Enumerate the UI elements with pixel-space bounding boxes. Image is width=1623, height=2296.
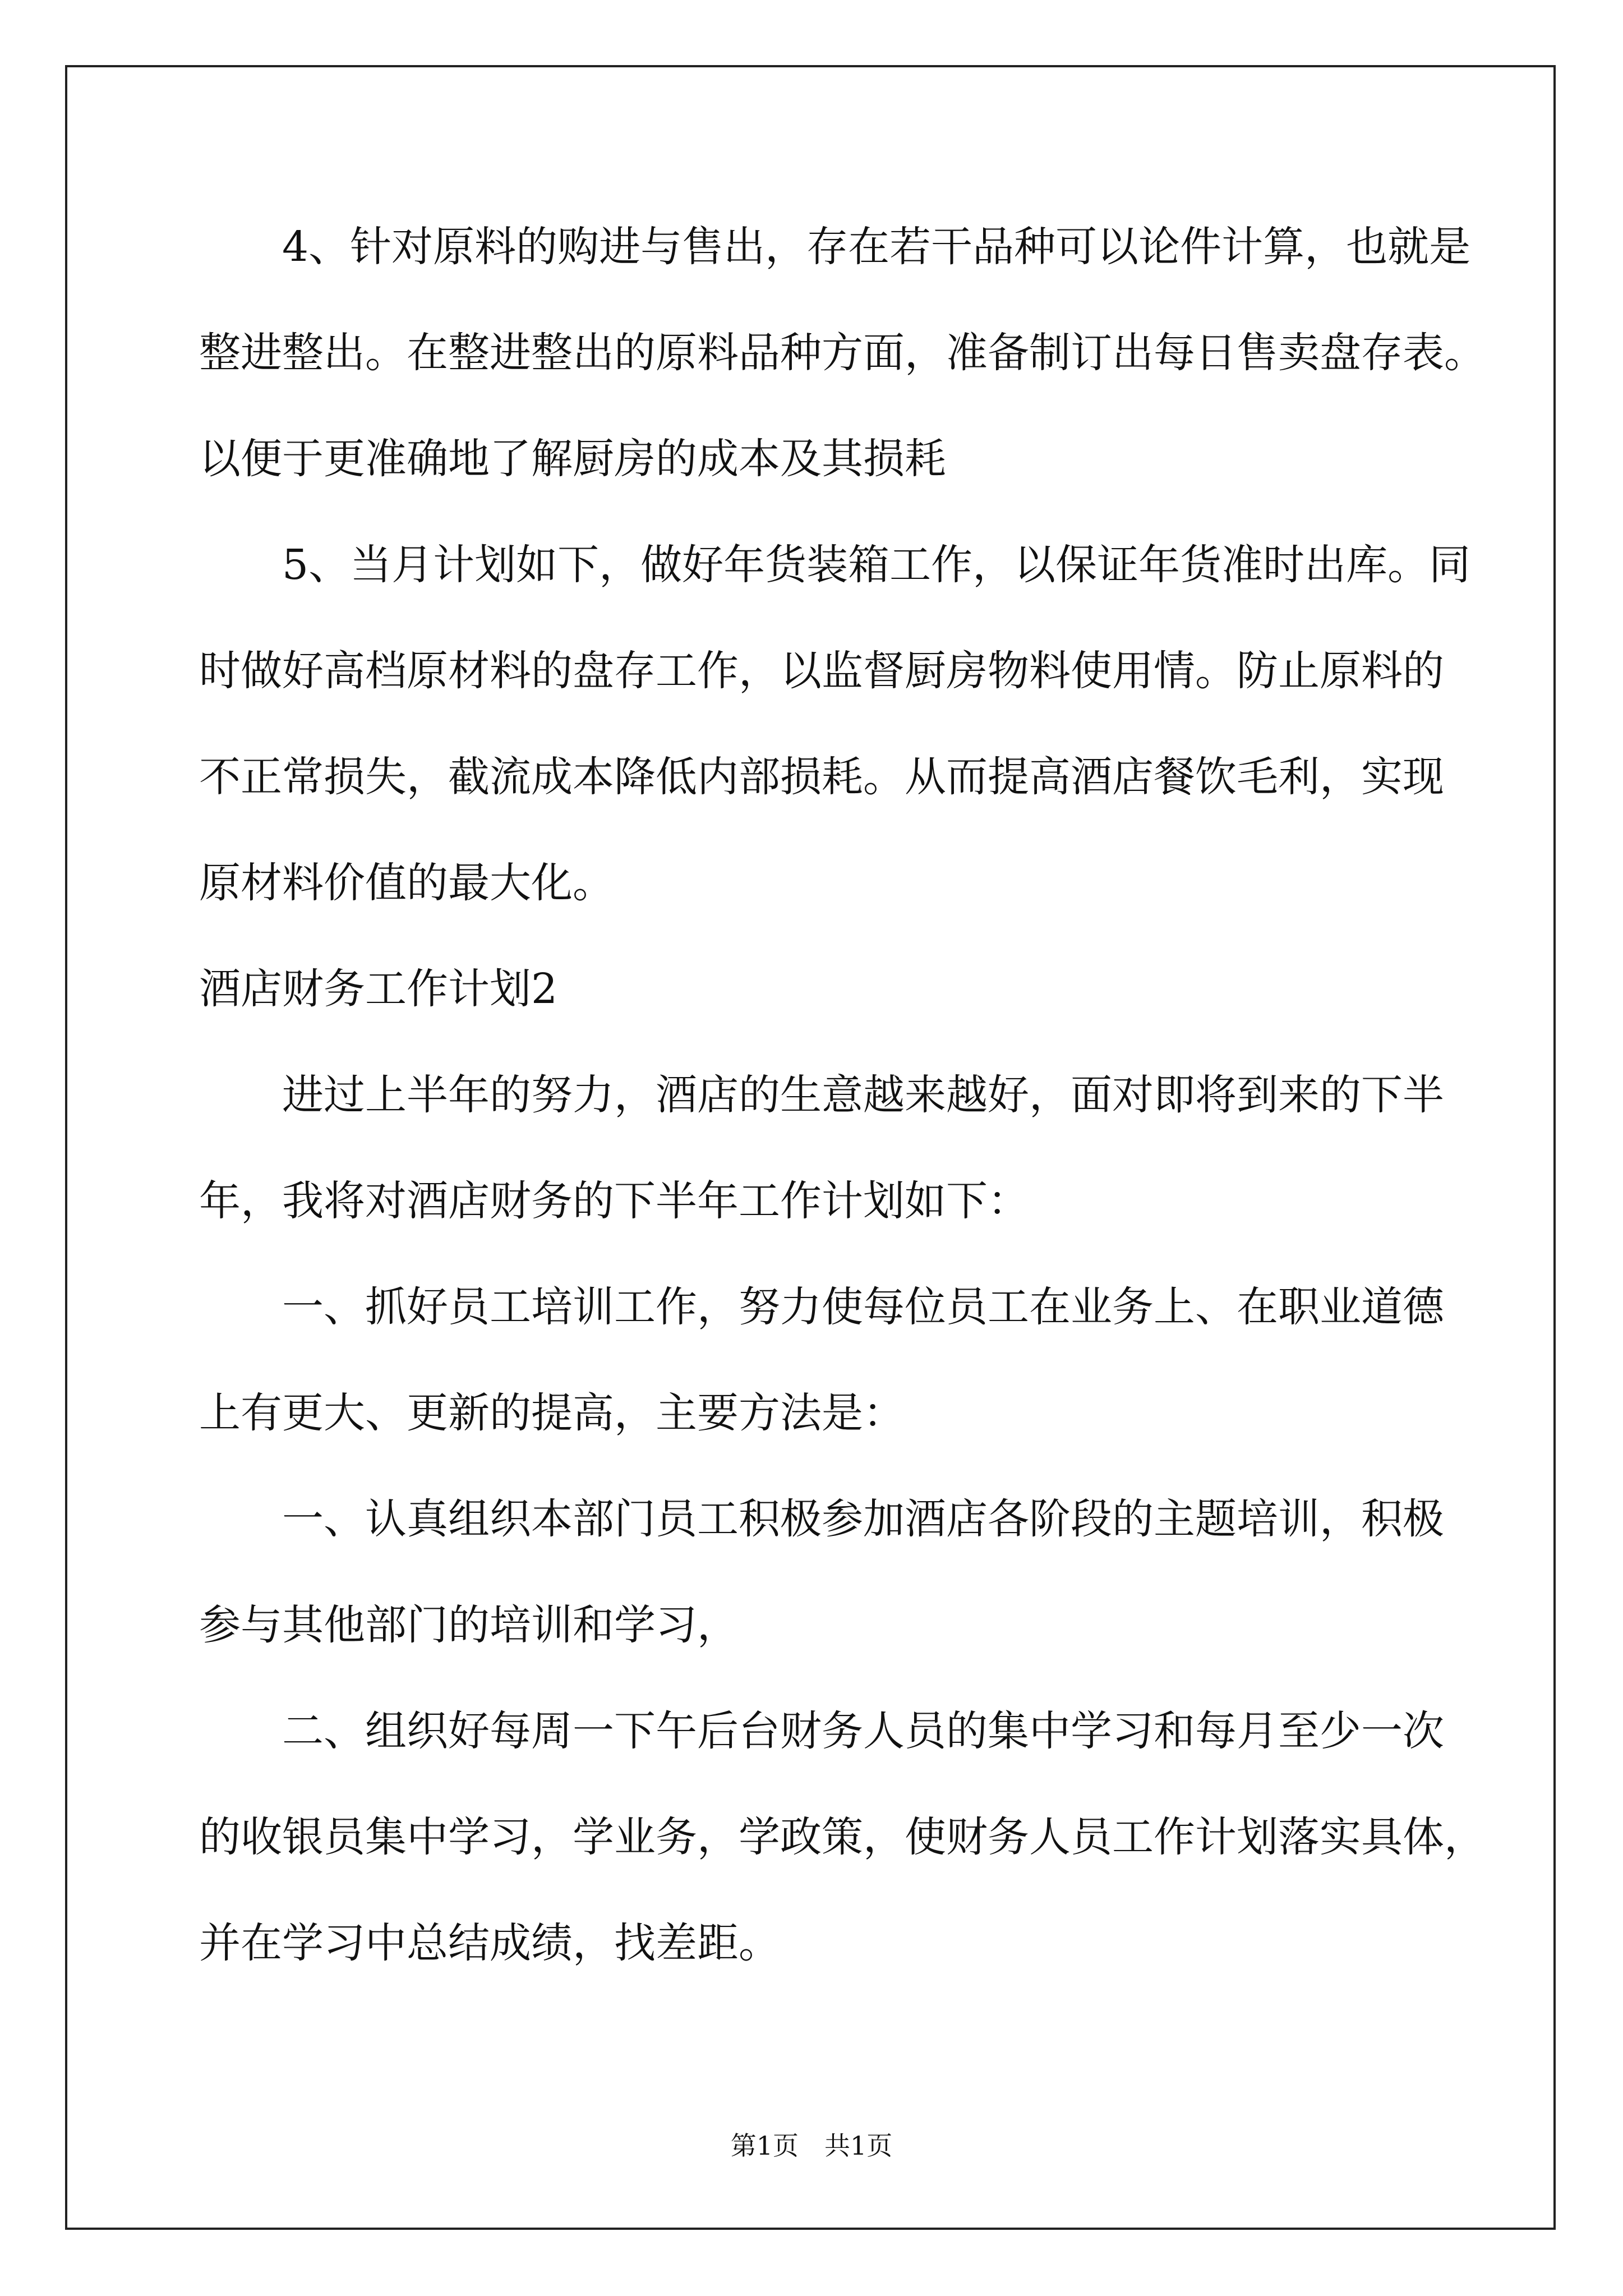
paragraph-line: 并在学习中总结成绩，找差距。 <box>199 1919 780 1967</box>
paragraph-line: 二、组织好每周一下午后台财务人员的集中学习和每月至少一次 <box>282 1707 1444 1755</box>
paragraph-line: 的收银员集中学习，学业务，学政策，使财务人员工作计划落实具体， <box>199 1813 1486 1861</box>
paragraph-line: 整进整出。在整进整出的原料品种方面，准备制订出每日售卖盘存表。 <box>199 329 1486 377</box>
paragraph-line: 4、针对原料的购进与售出，存在若干品种可以论件计算，也就是 <box>282 223 1471 271</box>
section-heading: 酒店财务工作计划2 <box>199 965 558 1013</box>
paragraph-line: 以便于更准确地了解厨房的成本及其损耗 <box>199 435 946 483</box>
paragraph-line: 5、当月计划如下，做好年货装箱工作，以保证年货准时出库。同 <box>282 541 1471 589</box>
paragraph-line: 年，我将对酒店财务的下半年工作计划如下： <box>199 1177 1029 1225</box>
paragraph-line: 上有更大、更新的提高，主要方法是： <box>199 1389 905 1437</box>
paragraph-line: 进过上半年的努力，酒店的生意越来越好，面对即将到来的下半 <box>282 1071 1444 1119</box>
paragraph-line: 一、抓好员工培训工作，努力使每位员工在业务上、在职业道德 <box>282 1283 1444 1331</box>
paragraph-line: 时做好高档原材料的盘存工作，以监督厨房物料使用情。防止原料的 <box>199 647 1444 695</box>
paragraph-line: 参与其他部门的培训和学习， <box>199 1601 739 1649</box>
page-footer: 第1页 共1页 <box>730 2131 893 2161</box>
paragraph-line: 不正常损失，截流成本降低内部损耗。从而提高酒店餐饮毛利，实现 <box>199 753 1444 801</box>
paragraph-line: 一、认真组织本部门员工积极参加酒店各阶段的主题培训，积极 <box>282 1495 1444 1543</box>
document-body <box>199 213 1486 2016</box>
paragraph-line: 原材料价值的最大化。 <box>199 859 614 907</box>
